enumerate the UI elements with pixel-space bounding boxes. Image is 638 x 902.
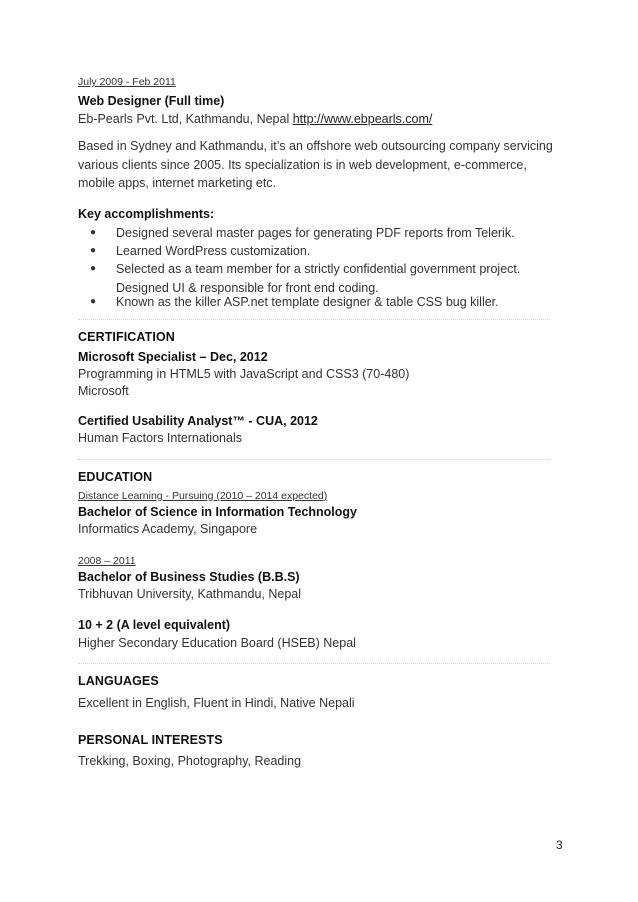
education-institution: Informatics Academy, Singapore <box>78 522 258 536</box>
interests-heading: PERSONAL INTERESTS <box>78 733 223 747</box>
accomplishment-text: Known as the killer ASP.net template designer & table CSS bug killer. <box>116 295 499 309</box>
certification-issuer: Human Factors Internationals <box>78 431 242 445</box>
certification-title: Microsoft Specialist – Dec, 2012 <box>78 350 268 364</box>
certification-title: Certified Usability Analyst™ - CUA, 2012 <box>78 414 318 428</box>
accomplishment-text: Learned WordPress customization. <box>116 244 311 258</box>
page-number: 3 <box>556 838 563 852</box>
certification-heading: CERTIFICATION <box>78 330 175 344</box>
education-dates: Distance Learning - Pursuing (2010 – 2014 expected) <box>78 490 328 502</box>
bullet-icon: ● <box>90 245 97 256</box>
job-description: Based in Sydney and Kathmandu, it’s an offshore web outsourcing company servicing various clients since 2005. Its specialization is in web development, e-commerce, mobile apps, internet marketing etc. <box>78 139 553 190</box>
job-dates: July 2009 - Feb 2011 <box>78 76 176 88</box>
languages-text: Excellent in English, Fluent in Hindi, Native Nepali <box>78 696 355 710</box>
section-divider <box>78 663 550 664</box>
bullet-icon: ● <box>90 227 97 238</box>
section-divider <box>78 459 550 460</box>
education-dates: 2008 – 2011 <box>78 555 136 567</box>
languages-heading: LANGUAGES <box>78 674 159 688</box>
job-company <box>78 112 432 126</box>
education-degree: 10 + 2 (A level equivalent) <box>78 618 231 632</box>
bullet-icon: ● <box>90 296 97 307</box>
education-institution: Tribhuvan University, Kathmandu, Nepal <box>78 587 302 601</box>
job-company-name: Eb-Pearls Pvt. Ltd, Kathmandu, Nepal <box>78 112 293 126</box>
section-divider <box>78 319 550 320</box>
education-degree: Bachelor of Science in Information Technology <box>78 505 357 519</box>
company-website-link[interactable]: http://www.ebpearls.com/ <box>292 112 433 126</box>
certification-detail: Programming in HTML5 with JavaScript and CSS3 (70-480) <box>78 367 410 381</box>
accomplishment-text: Selected as a team member for a strictly confidential government project. Designed UI & responsible for front end coding. <box>116 262 521 295</box>
education-institution: Higher Secondary Education Board (HSEB) Nepal <box>78 636 356 650</box>
job-title: Web Designer (Full time) <box>78 94 225 108</box>
bullet-icon: ● <box>90 263 97 274</box>
certification-issuer: Microsoft <box>78 384 129 398</box>
interests-text: Trekking, Boxing, Photography, Reading <box>78 754 302 768</box>
education-degree: Bachelor of Business Studies (B.B.S) <box>78 570 300 584</box>
accomplishment-text: Designed several master pages for generating PDF reports from Telerik. <box>116 226 515 240</box>
accomplishments-heading: Key accomplishments: <box>78 207 215 221</box>
education-heading: EDUCATION <box>78 470 153 484</box>
